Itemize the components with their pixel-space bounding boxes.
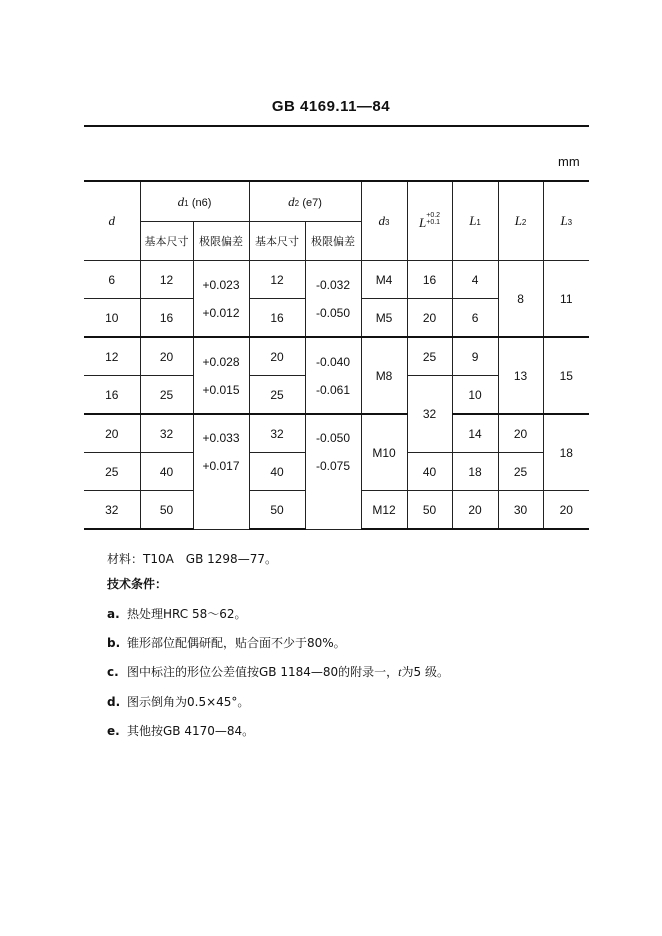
- cell-d2: 50: [249, 491, 305, 530]
- dimension-table: [84, 180, 589, 530]
- header-rule: [84, 125, 589, 127]
- note-item: d. 图示倒角为0.5×45°。: [107, 695, 250, 709]
- cell-d1: 50: [140, 491, 193, 530]
- header-row-1: [84, 181, 589, 222]
- cell-d3: M8: [361, 337, 407, 414]
- cell-L: 32: [407, 376, 452, 453]
- header-d3: d3: [361, 181, 407, 261]
- cell-d1: 25: [140, 376, 193, 415]
- unit-label: mm: [558, 154, 580, 169]
- cell-L2: 20: [498, 414, 543, 453]
- cell-d: 10: [84, 299, 140, 338]
- cell-L1: 9: [452, 337, 498, 376]
- cell-d: 32: [84, 491, 140, 530]
- note-item: e. 其他按GB 4170—84。: [107, 724, 255, 738]
- cell-d2: 16: [249, 299, 305, 338]
- cell-d2-dev: -0.040 -0.061: [305, 337, 361, 414]
- cell-L2: 25: [498, 453, 543, 491]
- header-d1: d1 (n6): [140, 181, 249, 222]
- cell-L2: 13: [498, 337, 543, 414]
- cell-d3: M12: [361, 491, 407, 530]
- cell-d3: M4: [361, 261, 407, 299]
- header-d2-limit: 极限偏差: [305, 222, 361, 261]
- cell-d: 12: [84, 337, 140, 376]
- tech-conditions-title: 技术条件：: [107, 577, 168, 591]
- cell-L2: 8: [498, 261, 543, 338]
- header-d1-limit: 极限偏差: [193, 222, 249, 261]
- cell-L1: 6: [452, 299, 498, 338]
- table-row: [84, 337, 589, 376]
- cell-L3: 15: [543, 337, 589, 414]
- table-row: [84, 261, 589, 299]
- cell-L2: 30: [498, 491, 543, 530]
- cell-L: 50: [407, 491, 452, 530]
- header-L1: L1: [452, 181, 498, 261]
- cell-L1: 14: [452, 414, 498, 453]
- cell-L: 20: [407, 299, 452, 338]
- cell-L3: 11: [543, 261, 589, 338]
- cell-L1: 4: [452, 261, 498, 299]
- cell-d2-dev: -0.050 -0.075: [305, 414, 361, 529]
- header-d: d: [84, 181, 140, 261]
- cell-d2: 32: [249, 414, 305, 453]
- header-L: L+0.2 +0.1: [407, 181, 452, 261]
- cell-d3: M5: [361, 299, 407, 338]
- cell-L: 40: [407, 453, 452, 491]
- cell-d2: 20: [249, 337, 305, 376]
- note-item: b. 锥形部位配偶研配，贴合面不少于80%。: [107, 636, 346, 650]
- cell-L3: 20: [543, 491, 589, 530]
- standard-number: GB 4169.11—84: [271, 98, 391, 115]
- note-item: a. 热处理HRC 58～62。: [107, 607, 247, 621]
- cell-d2: 25: [249, 376, 305, 415]
- table-row: [84, 414, 589, 453]
- cell-L1: 18: [452, 453, 498, 491]
- cell-L1: 10: [452, 376, 498, 415]
- cell-d3: M10: [361, 414, 407, 491]
- cell-L: 25: [407, 337, 452, 376]
- cell-d1: 40: [140, 453, 193, 491]
- header-L2: L2: [498, 181, 543, 261]
- header-L3: L3: [543, 181, 589, 261]
- cell-d2-dev: -0.032 -0.050: [305, 261, 361, 338]
- cell-d1: 12: [140, 261, 193, 299]
- note-item: c. 图中标注的形位公差值按GB 1184—80的附录一，t为5 级。: [107, 665, 449, 679]
- cell-d1-dev: +0.033 +0.017: [193, 414, 249, 529]
- header-d2: d2 (e7): [249, 181, 361, 222]
- material-note: 材料：T10A GB 1298—77。: [107, 552, 277, 566]
- cell-d1: 20: [140, 337, 193, 376]
- cell-L3: 18: [543, 414, 589, 491]
- cell-d: 6: [84, 261, 140, 299]
- cell-d: 20: [84, 414, 140, 453]
- cell-d1-dev: +0.028 +0.015: [193, 337, 249, 414]
- cell-d1-dev: +0.023 +0.012: [193, 261, 249, 338]
- header-d1-basic: 基本尺寸: [140, 222, 193, 261]
- cell-d: 16: [84, 376, 140, 415]
- cell-d2: 12: [249, 261, 305, 299]
- header-d2-basic: 基本尺寸: [249, 222, 305, 261]
- cell-d2: 40: [249, 453, 305, 491]
- cell-d: 25: [84, 453, 140, 491]
- cell-L: 16: [407, 261, 452, 299]
- cell-d1: 16: [140, 299, 193, 338]
- cell-L1: 20: [452, 491, 498, 530]
- cell-d1: 32: [140, 414, 193, 453]
